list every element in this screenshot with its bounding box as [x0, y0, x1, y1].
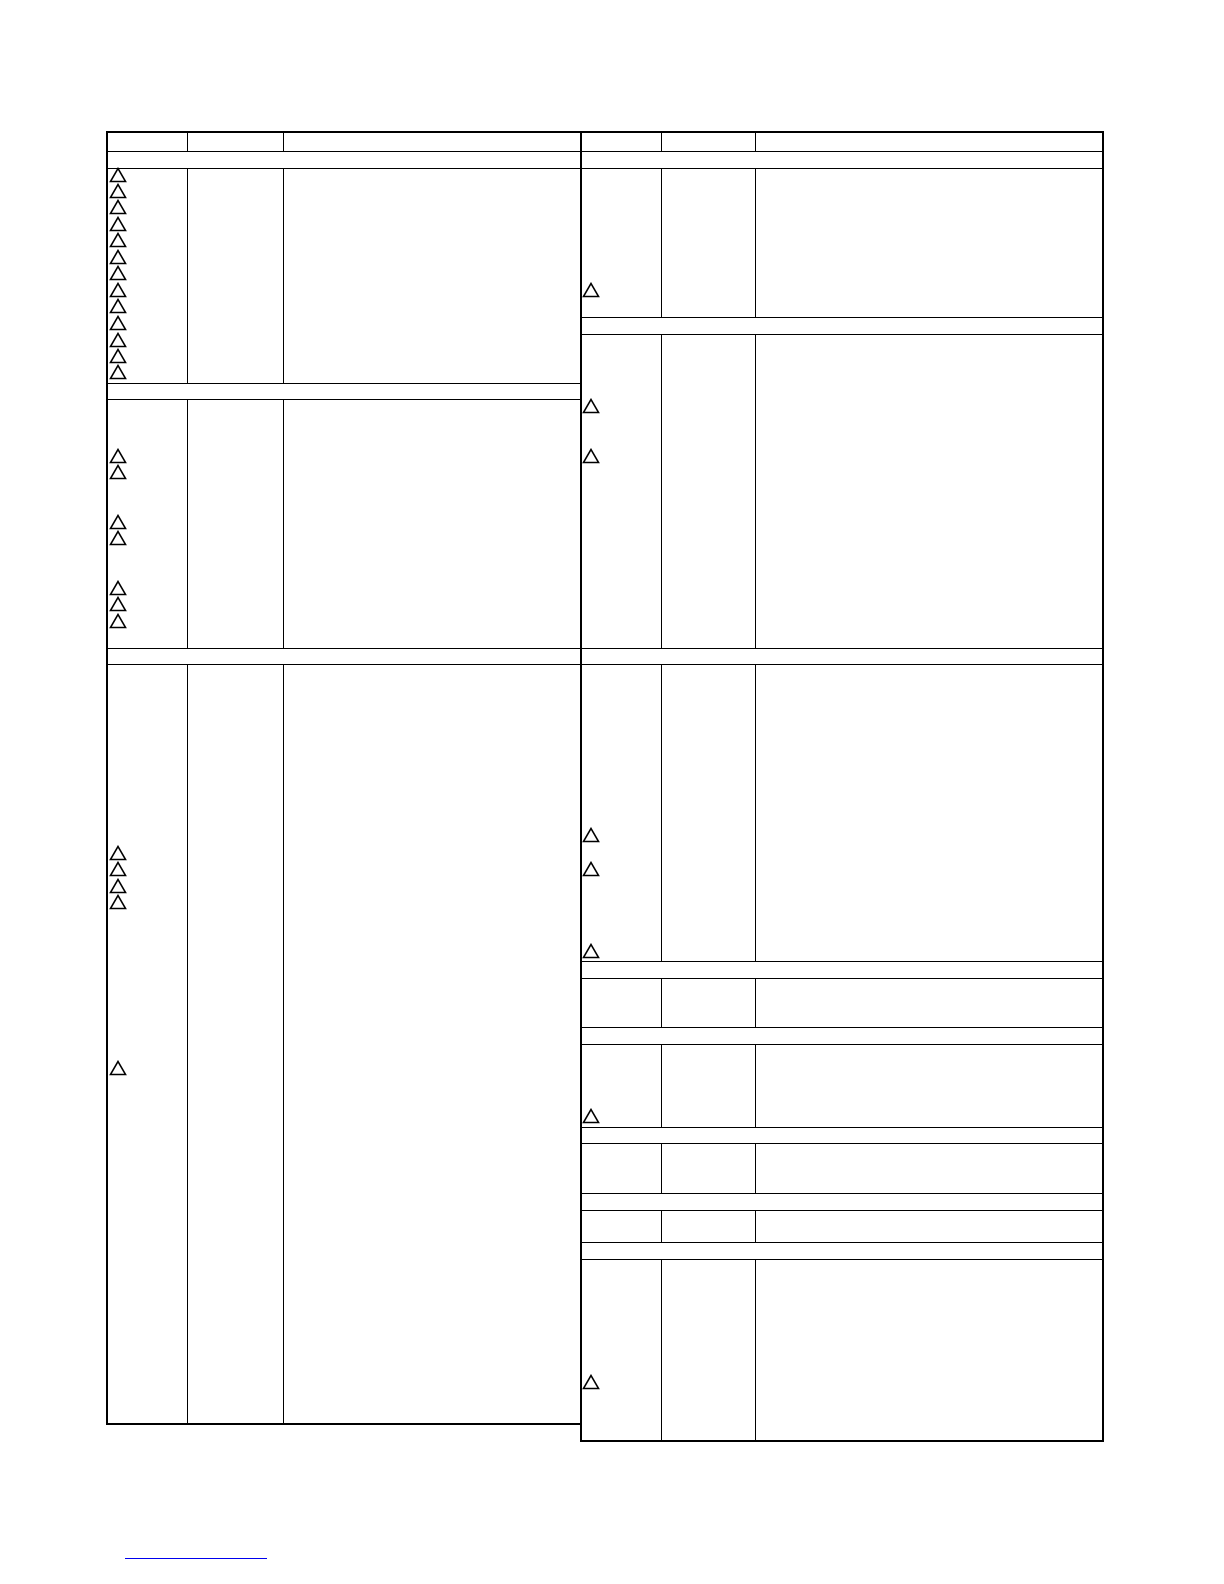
- section-title-rule: [580, 1210, 1103, 1211]
- column-rule: [755, 334, 756, 648]
- warning-triangle-icon: [109, 183, 127, 199]
- column-rule: [187, 399, 188, 648]
- warning-triangle-icon: [109, 894, 127, 910]
- warning-triangle-icon: [109, 464, 127, 480]
- warning-triangle-icon: [109, 216, 127, 232]
- column-rule: [661, 168, 662, 317]
- column-rule: [755, 1143, 756, 1193]
- left-outer-rule: [106, 131, 108, 1425]
- warning-triangle-icon: [582, 1374, 600, 1390]
- warning-triangle-icon: [109, 232, 127, 248]
- column-rule: [661, 1143, 662, 1193]
- right-outer-rule: [1102, 131, 1104, 1442]
- column-rule: [283, 664, 284, 1424]
- warning-triangle-icon: [109, 514, 127, 530]
- section-end-rule: [580, 1127, 1103, 1128]
- section-title-rule: [106, 168, 1104, 169]
- warning-triangle-icon: [582, 827, 600, 843]
- section-title-rule: [106, 399, 580, 400]
- section-title-rule: [580, 1044, 1103, 1045]
- section-end-rule: [106, 648, 580, 649]
- warning-triangle-icon: [582, 282, 600, 298]
- warning-triangle-icon: [109, 364, 127, 380]
- warning-triangle-icon: [109, 249, 127, 265]
- column-rule: [661, 978, 662, 1027]
- warning-triangle-icon: [109, 613, 127, 629]
- center-divider-rule: [580, 131, 582, 1442]
- section-end-rule: [106, 383, 580, 384]
- warning-triangle-icon: [109, 878, 127, 894]
- warning-triangle-icon: [582, 398, 600, 414]
- column-rule: [755, 978, 756, 1027]
- warning-triangle-icon: [109, 167, 127, 183]
- warning-triangle-icon: [109, 199, 127, 215]
- column-rule: [283, 168, 284, 383]
- warning-triangle-icon: [109, 861, 127, 877]
- column-rule: [661, 1044, 662, 1127]
- column-rule: [661, 664, 662, 961]
- section-end-rule: [580, 1440, 1103, 1442]
- column-rule: [661, 1259, 662, 1440]
- section-end-rule: [580, 1027, 1103, 1028]
- column-rule: [187, 168, 188, 383]
- warning-triangle-icon: [109, 332, 127, 348]
- warning-triangle-icon: [109, 580, 127, 596]
- section-title-rule: [580, 1259, 1103, 1260]
- left-header-col-rule: [187, 131, 188, 152]
- column-rule: [661, 1210, 662, 1242]
- warning-triangle-icon: [109, 596, 127, 612]
- warning-triangle-icon: [109, 348, 127, 364]
- warning-triangle-icon: [582, 1108, 600, 1124]
- column-rule: [755, 1259, 756, 1440]
- warning-triangle-icon: [109, 298, 127, 314]
- warning-triangle-icon: [109, 1060, 127, 1076]
- section-end-rule: [580, 317, 1103, 318]
- warning-triangle-icon: [109, 530, 127, 546]
- warning-triangle-icon: [109, 282, 127, 298]
- warning-triangle-icon: [582, 943, 600, 959]
- left-bottom-rule: [106, 1423, 580, 1425]
- column-rule: [661, 334, 662, 648]
- section-end-rule: [580, 648, 1103, 649]
- warning-triangle-icon: [582, 861, 600, 877]
- warning-triangle-icon: [582, 448, 600, 464]
- section-end-rule: [580, 1193, 1103, 1194]
- section-end-rule: [580, 961, 1103, 962]
- right-header-col-rule: [755, 131, 756, 152]
- column-rule: [755, 168, 756, 317]
- column-rule: [187, 664, 188, 1424]
- section-title-rule: [580, 978, 1103, 979]
- section-title-rule: [580, 664, 1103, 665]
- section-title-rule: [580, 1143, 1103, 1144]
- section-end-rule: [580, 1242, 1103, 1243]
- section-title-rule: [106, 664, 580, 665]
- column-rule: [755, 664, 756, 961]
- footer-link-underline[interactable]: [125, 1558, 267, 1559]
- left-header-col-rule: [283, 131, 284, 152]
- warning-triangle-icon: [109, 315, 127, 331]
- section-title-rule: [580, 334, 1103, 335]
- warning-triangle-icon: [109, 845, 127, 861]
- column-rule: [755, 1044, 756, 1127]
- table-top-rule: [106, 131, 1104, 133]
- warning-triangle-icon: [109, 448, 127, 464]
- column-rule: [755, 1210, 756, 1242]
- header-bottom-rule: [106, 151, 1104, 152]
- column-rule: [283, 399, 284, 648]
- right-header-col-rule: [661, 131, 662, 152]
- warning-triangle-icon: [109, 265, 127, 281]
